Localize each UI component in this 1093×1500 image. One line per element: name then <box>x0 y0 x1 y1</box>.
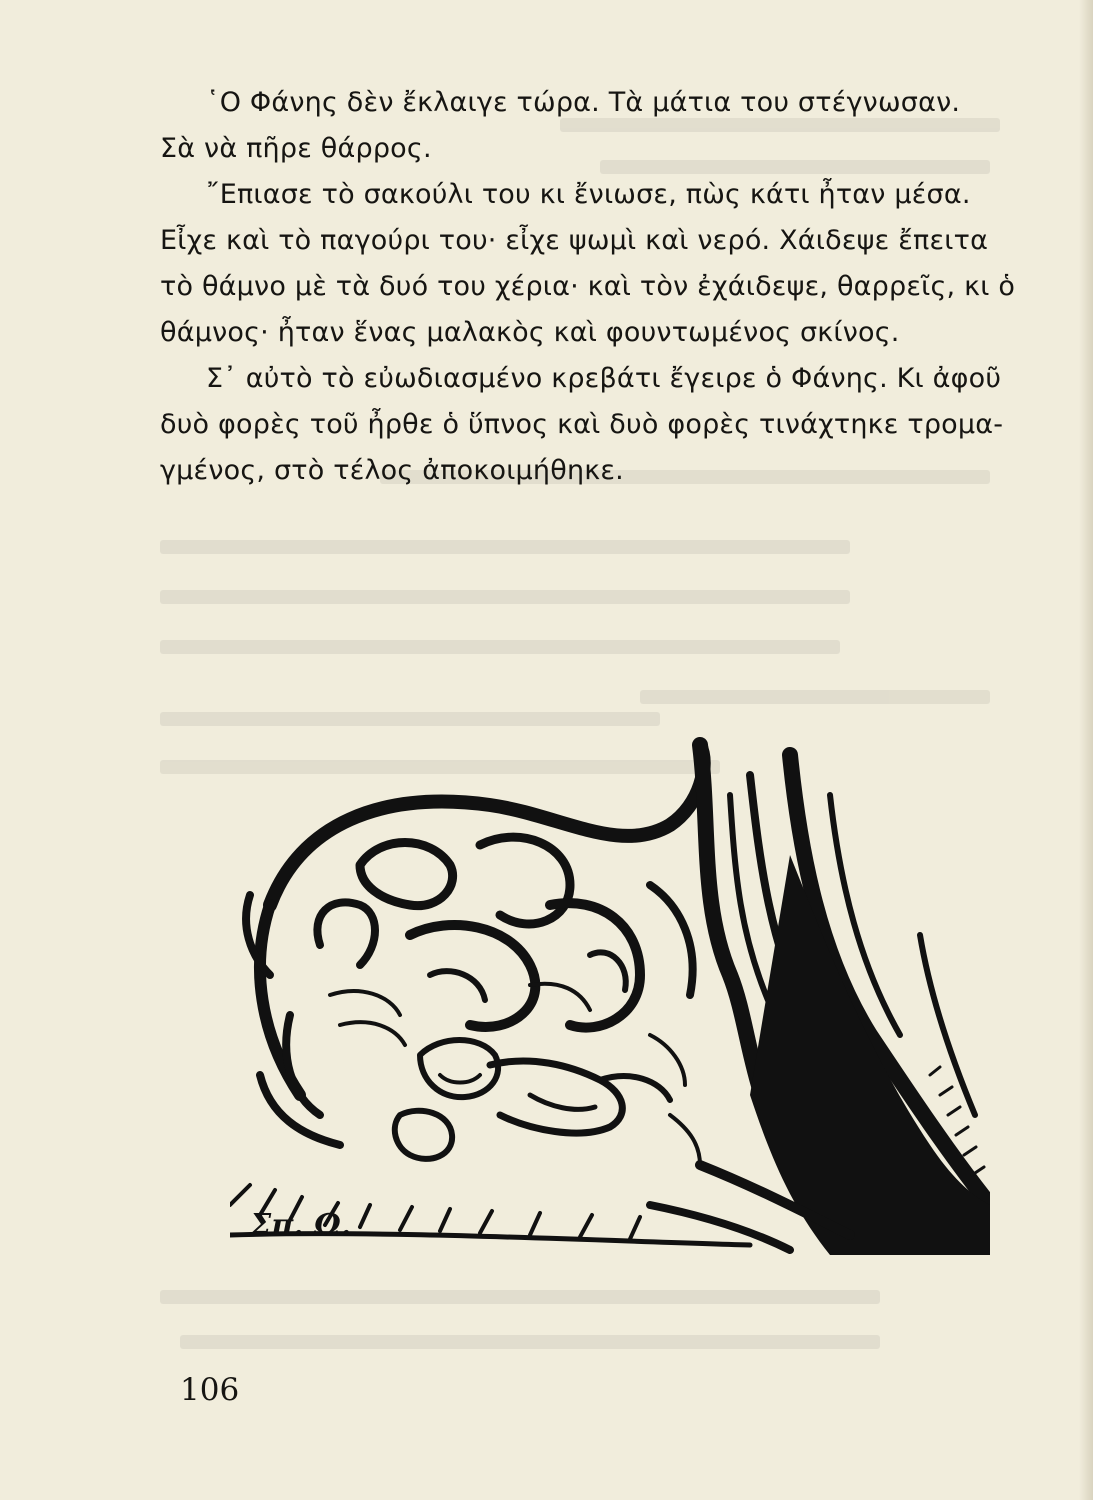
text-line: δυὸ φορὲς τοῦ ἦρθε ὁ ὕπνος καὶ δυὸ φορὲς τινάχτηκε τρομα- <box>160 409 1004 440</box>
text-line: Εἶχε καὶ τὸ παγούρι του· εἶχε ψωμὶ καὶ νερό. Χάιδεψε ἔπειτα <box>160 225 989 256</box>
text-line: τὸ θάμνο μὲ τὰ δυό του χέρια· καὶ τὸν ἐχάιδεψε, θαρρεῖς, κι ὁ <box>160 271 1016 302</box>
text-line: θάμνος· ἦταν ἕνας μαλακὸς καὶ φουντωμένος σκίνος. <box>160 317 900 348</box>
body-text <box>160 80 1020 494</box>
text-line: ῾Ο Φάνης δὲν ἔκλαιγε τώρα. Τὰ μάτια του στέγνωσαν. <box>206 87 961 118</box>
text-line: Σ᾽ αὐτὸ τὸ εὐωδιασμένο κρεβάτι ἔγειρε ὁ Φάνης. Κι ἀφοῦ <box>206 363 1002 394</box>
text-line: γμένος, στὸ τέλος ἀποκοιμήθηκε. <box>160 455 624 486</box>
page-edge-shadow <box>1079 0 1093 1500</box>
artist-signature: Σπ. Ω. <box>250 1208 352 1243</box>
page-number: 106 <box>180 1372 240 1408</box>
sleeping-boy-illustration <box>230 735 990 1255</box>
text-line: Σὰ νὰ πῆρε θάρρος. <box>160 133 432 164</box>
text-line: ῎Επιασε τὸ σακούλι του κι ἔνιωσε, πὼς κάτι ἦταν μέσα. <box>206 179 971 210</box>
